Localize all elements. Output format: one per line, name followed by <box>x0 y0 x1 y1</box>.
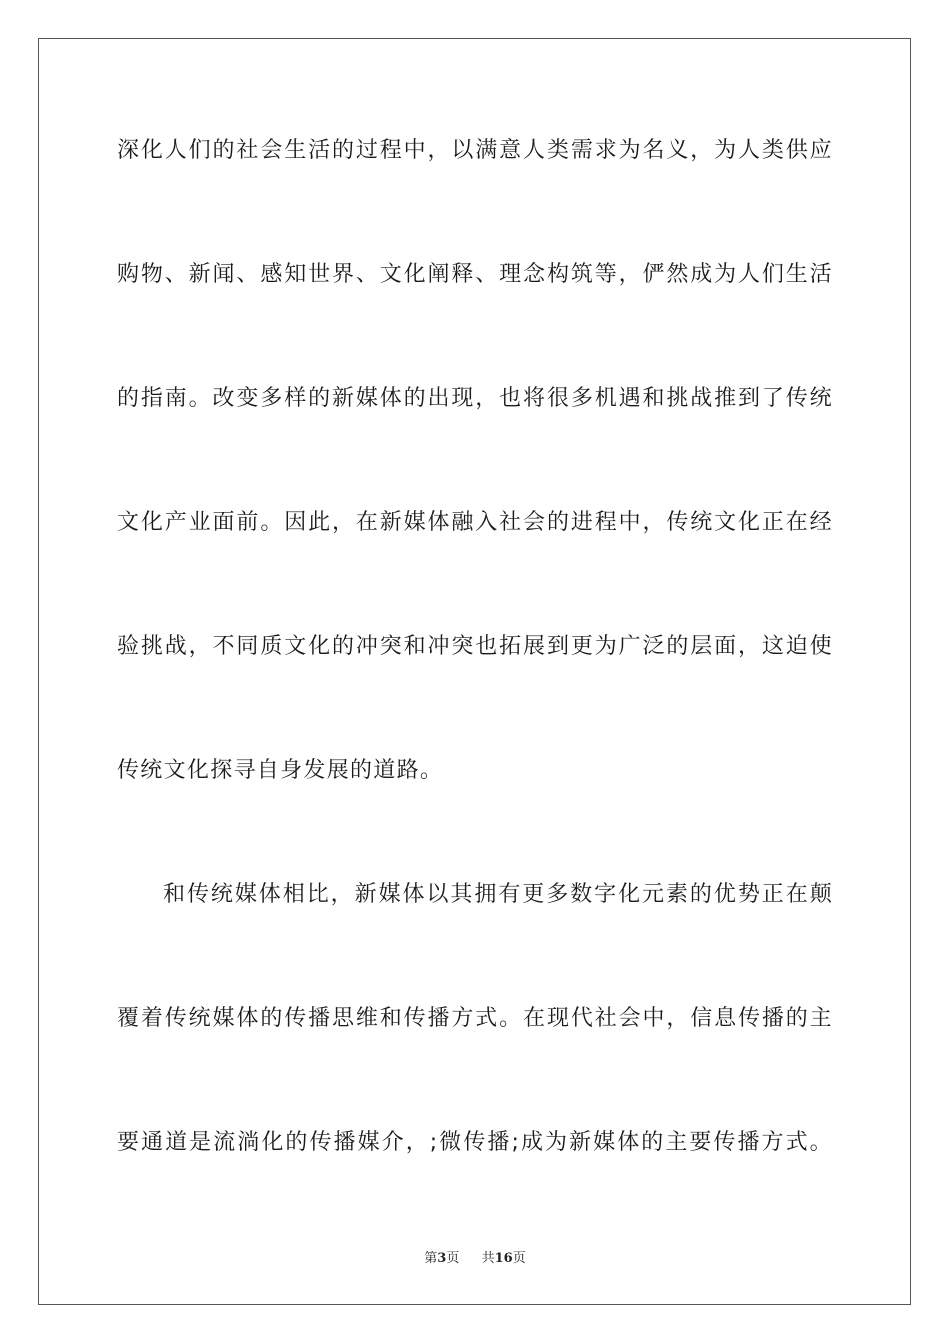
paragraph-first-line: 和传统媒体相比，新媒体以其拥有更多数字化元素的优势正在颠 <box>163 882 833 907</box>
current-page-number: 3 <box>437 1251 447 1266</box>
page-indicator <box>424 1247 459 1266</box>
total-suffix: 页 <box>512 1251 526 1266</box>
page-footer <box>0 1247 950 1266</box>
page-suffix: 页 <box>446 1251 460 1266</box>
text-line: 验挑战，不同质文化的冲突和冲突也拓展到更为广泛的层面，这迫使 <box>117 634 833 659</box>
page-prefix: 第 <box>424 1251 438 1266</box>
text-line: 覆着传统媒体的传播思维和传播方式。在现代社会中，信息传播的主 <box>117 1006 833 1031</box>
total-prefix: 共 <box>481 1251 495 1266</box>
text-line: 要通道是流淌化的传播媒介，;微传播;成为新媒体的主要传播方式。 <box>117 1130 833 1155</box>
total-pages-indicator <box>482 1247 526 1266</box>
total-pages-number: 16 <box>494 1251 513 1266</box>
text-line: 的指南。改变多样的新媒体的出现，也将很多机遇和挑战推到了传统 <box>117 386 833 411</box>
text-line: 传统文化探寻自身发展的道路。 <box>117 758 444 783</box>
document-body <box>117 120 833 1236</box>
text-line: 文化产业面前。因此，在新媒体融入社会的进程中，传统文化正在经 <box>117 510 833 535</box>
text-line: 深化人们的社会生活的过程中，以满意人类需求为名义，为人类供应 <box>117 138 833 163</box>
text-line: 购物、新闻、感知世界、文化阐释、理念构筑等，俨然成为人们生活 <box>117 262 833 287</box>
